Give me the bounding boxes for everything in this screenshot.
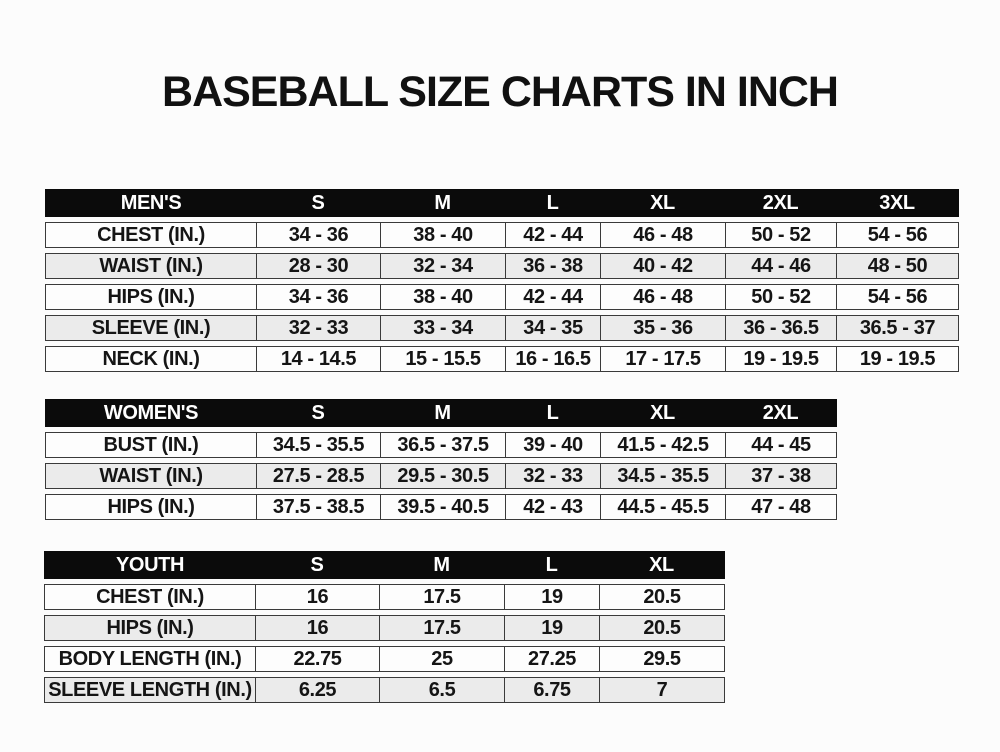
youth-row-body-length — [44, 646, 725, 672]
size-cell: 50 - 52 — [725, 285, 836, 309]
size-cell: 50 - 52 — [725, 223, 836, 247]
size-cell: 42 - 44 — [505, 223, 600, 247]
youth-row-chest — [44, 584, 725, 610]
mens-header-m: M — [434, 191, 451, 214]
size-cell: 25 — [379, 647, 504, 671]
youth-header-label: YOUTH — [115, 553, 184, 576]
mens-table-header-row — [45, 189, 959, 217]
size-cell: 28 - 30 — [256, 254, 380, 278]
womens-header-l: L — [546, 401, 559, 424]
size-cell: 42 - 44 — [505, 285, 600, 309]
size-cell: 7 — [599, 678, 724, 702]
size-cell: 19 - 19.5 — [836, 347, 958, 371]
youth-header-s: S — [310, 553, 324, 576]
womens-row-hips — [45, 494, 837, 520]
row-label: SLEEVE (IN.) — [91, 316, 211, 339]
youth-header-m: M — [433, 553, 450, 576]
size-cell: 39.5 - 40.5 — [380, 495, 505, 519]
size-cell: 6.5 — [379, 678, 504, 702]
size-cell: 19 — [504, 616, 599, 640]
size-cell: 14 - 14.5 — [256, 347, 380, 371]
size-cell: 37 - 38 — [725, 464, 836, 488]
size-cell: 54 - 56 — [836, 285, 958, 309]
mens-header-xl: XL — [650, 191, 675, 214]
mens-header-label: MEN'S — [120, 191, 182, 214]
size-cell: 17.5 — [379, 616, 504, 640]
size-cell: 40 - 42 — [600, 254, 725, 278]
size-cell: 39 - 40 — [505, 433, 600, 457]
mens-row-waist — [45, 253, 959, 279]
size-cell: 47 - 48 — [725, 495, 836, 519]
size-cell: 54 - 56 — [836, 223, 958, 247]
mens-row-sleeve — [45, 315, 959, 341]
size-cell: 34.5 - 35.5 — [600, 464, 725, 488]
size-cell: 16 — [255, 585, 379, 609]
size-cell: 32 - 33 — [505, 464, 600, 488]
page-title: BASEBALL SIZE CHARTS IN INCH — [162, 68, 838, 116]
size-cell: 44.5 - 45.5 — [600, 495, 725, 519]
size-cell: 19 - 19.5 — [725, 347, 836, 371]
youth-header-xl: XL — [649, 553, 674, 576]
mens-row-chest — [45, 222, 959, 248]
womens-header-label: WOMEN'S — [103, 401, 199, 424]
size-cell: 37.5 - 38.5 — [256, 495, 380, 519]
mens-header-l: L — [546, 191, 559, 214]
size-cell: 16 - 16.5 — [505, 347, 600, 371]
size-cell: 46 - 48 — [600, 223, 725, 247]
size-cell: 15 - 15.5 — [380, 347, 505, 371]
size-cell: 38 - 40 — [380, 285, 505, 309]
size-cell: 17.5 — [379, 585, 504, 609]
size-cell: 6.75 — [504, 678, 599, 702]
row-label: HIPS (IN.) — [107, 285, 195, 308]
size-cell: 32 - 33 — [256, 316, 380, 340]
size-cell: 27.25 — [504, 647, 599, 671]
youth-row-sleeve-length — [44, 677, 725, 703]
size-cell: 42 - 43 — [505, 495, 600, 519]
youth-header-l: L — [545, 553, 558, 576]
size-cell: 32 - 34 — [380, 254, 505, 278]
size-cell: 16 — [255, 616, 379, 640]
size-cell: 6.25 — [255, 678, 379, 702]
row-label: CHEST (IN.) — [96, 585, 204, 608]
size-cell: 35 - 36 — [600, 316, 725, 340]
row-label: BUST (IN.) — [103, 433, 199, 456]
size-cell: 29.5 — [599, 647, 724, 671]
womens-header-2xl: 2XL — [762, 401, 799, 424]
size-cell: 27.5 - 28.5 — [256, 464, 380, 488]
row-label: SLEEVE LENGTH (IN.) — [48, 678, 252, 701]
size-cell: 41.5 - 42.5 — [600, 433, 725, 457]
row-label: HIPS (IN.) — [106, 616, 194, 639]
womens-size-table — [45, 399, 837, 520]
size-cell: 44 - 46 — [725, 254, 836, 278]
row-label: BODY LENGTH (IN.) — [58, 647, 242, 670]
womens-header-m: M — [434, 401, 451, 424]
womens-header-s: S — [311, 401, 325, 424]
mens-row-hips — [45, 284, 959, 310]
size-cell: 22.75 — [255, 647, 379, 671]
size-cell: 34 - 36 — [256, 223, 380, 247]
mens-row-neck — [45, 346, 959, 372]
womens-header-xl: XL — [650, 401, 675, 424]
size-cell: 36 - 36.5 — [725, 316, 836, 340]
row-label: HIPS (IN.) — [107, 495, 195, 518]
mens-header-3xl: 3XL — [879, 191, 915, 214]
row-label: CHEST (IN.) — [97, 223, 205, 246]
size-cell: 36 - 38 — [505, 254, 600, 278]
size-cell: 17 - 17.5 — [600, 347, 725, 371]
mens-size-table — [45, 189, 959, 372]
youth-size-table — [44, 551, 725, 703]
size-cell: 44 - 45 — [725, 433, 836, 457]
size-cell: 20.5 — [599, 585, 724, 609]
row-label: WAIST (IN.) — [99, 464, 203, 487]
womens-row-bust — [45, 432, 837, 458]
size-cell: 38 - 40 — [380, 223, 505, 247]
womens-row-waist — [45, 463, 837, 489]
size-cell: 20.5 — [599, 616, 724, 640]
youth-table-header-row — [44, 551, 725, 579]
size-cell: 19 — [504, 585, 599, 609]
row-label: WAIST (IN.) — [99, 254, 203, 277]
size-cell: 29.5 - 30.5 — [380, 464, 505, 488]
mens-header-s: S — [311, 191, 325, 214]
size-cell: 48 - 50 — [836, 254, 958, 278]
size-cell: 36.5 - 37.5 — [380, 433, 505, 457]
size-cell: 34 - 35 — [505, 316, 600, 340]
size-cell: 33 - 34 — [380, 316, 505, 340]
size-cell: 46 - 48 — [600, 285, 725, 309]
row-label: NECK (IN.) — [102, 347, 200, 370]
womens-table-header-row — [45, 399, 837, 427]
size-cell: 34 - 36 — [256, 285, 380, 309]
mens-header-2xl: 2XL — [762, 191, 799, 214]
youth-row-hips — [44, 615, 725, 641]
size-cell: 34.5 - 35.5 — [256, 433, 380, 457]
size-cell: 36.5 - 37 — [836, 316, 958, 340]
